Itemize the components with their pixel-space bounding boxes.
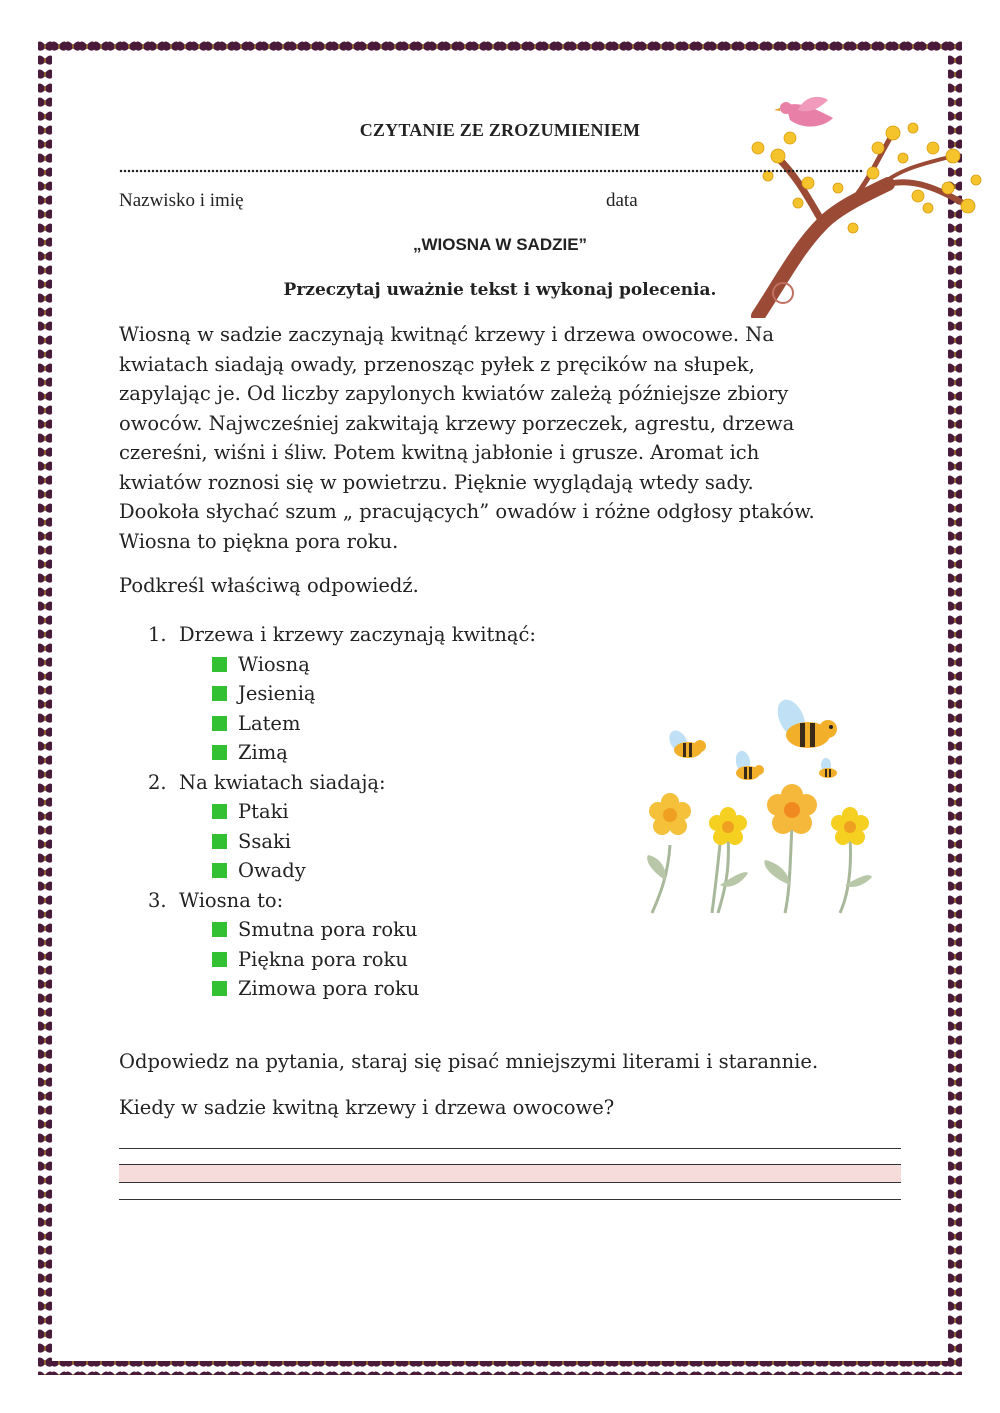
answer-option[interactable] xyxy=(148,827,536,857)
quiz-questions xyxy=(148,620,536,1004)
answer-checkbox-icon[interactable] xyxy=(212,745,227,760)
answer-checkbox-icon[interactable] xyxy=(212,716,227,731)
story-line: Wiosna to piękna pora roku. xyxy=(119,529,399,553)
answer-writing-lines[interactable] xyxy=(119,1146,901,1202)
story-title: „WIOSNA W SADZIE” xyxy=(412,235,588,254)
story-line: czereśni, wiśni i śliw. Potem kwitną jabłonie i grusze. Aromat ich xyxy=(119,441,760,464)
quiz-instruction: Podkreśl właściwą odpowiedź. xyxy=(119,574,419,597)
story-text xyxy=(119,320,849,556)
answer-checkbox-icon[interactable] xyxy=(212,804,227,819)
writing-band xyxy=(119,1164,901,1182)
answer-label[interactable]: Latem xyxy=(238,711,301,735)
writing-line xyxy=(119,1199,901,1200)
answer-label[interactable]: Owady xyxy=(238,859,306,882)
answer-option[interactable] xyxy=(148,856,536,886)
open-questions-instruction: Odpowiedz na pytania, staraj się pisać mniejszymi literami i starannie. xyxy=(119,1050,819,1073)
question-number: 2. xyxy=(148,770,167,794)
writing-line xyxy=(119,1148,901,1149)
writing-line xyxy=(119,1182,901,1183)
question-text: Na kwiatach siadają: xyxy=(179,770,386,794)
answer-label[interactable]: Ptaki xyxy=(238,800,289,823)
story-line: Wiosną w sadzie zaczynają kwitnąć krzewy i drzewa owocowe. Na xyxy=(119,323,774,346)
answer-checkbox-icon[interactable] xyxy=(212,657,227,672)
answer-label[interactable]: Smutna pora roku xyxy=(238,918,418,941)
question-3 xyxy=(148,886,536,916)
answer-checkbox-icon[interactable] xyxy=(212,981,227,996)
answer-label[interactable]: Ssaki xyxy=(238,829,292,853)
answer-label[interactable]: Zimą xyxy=(238,741,288,764)
writing-line xyxy=(119,1164,901,1165)
question-1 xyxy=(148,620,536,650)
answer-checkbox-icon[interactable] xyxy=(212,922,227,937)
question-text: Wiosna to: xyxy=(179,888,284,912)
bees-and-flowers-illustration xyxy=(640,685,885,924)
story-line: owoców. Najwcześniej zakwitają krzewy porzeczek, agrestu, drzewa xyxy=(119,411,795,435)
answer-option[interactable] xyxy=(148,650,536,680)
answer-label[interactable]: Zimowa pora roku xyxy=(238,977,420,1000)
answer-label[interactable]: Piękna pora roku xyxy=(238,947,408,971)
question-2 xyxy=(148,768,536,798)
answer-option[interactable] xyxy=(148,974,536,1004)
answer-checkbox-icon[interactable] xyxy=(212,952,227,967)
name-label: Nazwisko i imię xyxy=(119,190,244,211)
answer-option[interactable] xyxy=(148,709,536,739)
answer-option[interactable] xyxy=(148,738,536,768)
question-number: 1. xyxy=(148,623,167,646)
story-line: kwiatach siadają owady, przenosząc pyłek z pręcików na słupek, xyxy=(119,352,755,376)
answer-option[interactable] xyxy=(148,945,536,975)
date-label: data xyxy=(606,190,638,211)
name-dotted-line xyxy=(119,168,864,174)
answer-option[interactable] xyxy=(148,797,536,827)
story-line: zapylając je. Od liczby zapylonych kwiatów zależą późniejsze zbiory xyxy=(119,382,789,405)
worksheet-title: CZYTANIE ZE ZROZUMIENIEM xyxy=(359,120,641,140)
answer-option[interactable] xyxy=(148,915,536,945)
answer-checkbox-icon[interactable] xyxy=(212,834,227,849)
story-line: kwiatów roznosi się w powietrzu. Pięknie wyglądają wtedy sady. xyxy=(119,470,754,494)
answer-label[interactable]: Jesienią xyxy=(238,682,316,705)
answer-option[interactable] xyxy=(148,679,536,709)
open-question: Kiedy w sadzie kwitną krzewy i drzewa owocowe? xyxy=(119,1096,615,1119)
question-text: Drzewa i krzewy zaczynają kwitnąć: xyxy=(179,623,536,646)
answer-checkbox-icon[interactable] xyxy=(212,686,227,701)
reading-instruction: Przeczytaj uważnie tekst i wykonaj polecenia. xyxy=(283,280,717,300)
answer-checkbox-icon[interactable] xyxy=(212,863,227,878)
answer-label[interactable]: Wiosną xyxy=(238,652,310,676)
story-line: Dookoła słychać szum „ pracujących” owadów i różne odgłosy ptaków. xyxy=(119,500,815,523)
question-number: 3. xyxy=(148,888,167,912)
